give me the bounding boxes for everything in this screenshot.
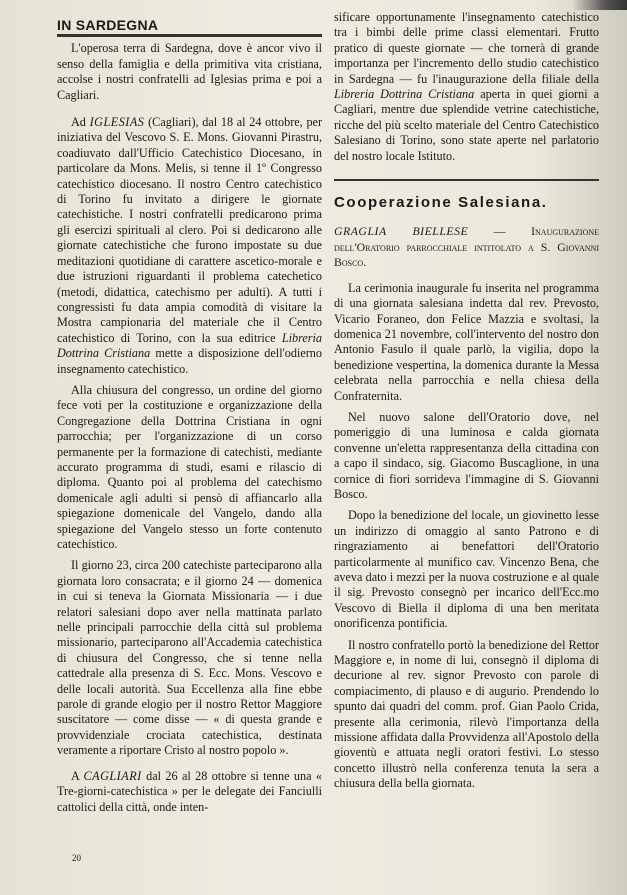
right-column xyxy=(334,0,599,798)
continuation-end: aperta in quei giorni a Cagliari, mentre due splendide vetrine catechistiche, ricche del più scelto materiale del Centro Catechistico Salesiano di Torino, sono state aperte nel parlatorio del nostro locale Istituto. xyxy=(334,87,600,163)
cagliari-place: CAGLIARI xyxy=(83,768,142,783)
cagliari-prefix: A xyxy=(71,768,80,783)
continuation-italic: Libreria Dottrina Cristiana xyxy=(334,87,475,102)
intro-paragraph: L'operosa terra di Sardegna, dove è ancor vivo il senso della famiglia e della primitiva vita cristiana, accolse i nostri confratelli ad Iglesias prima e poi a Cagliari. xyxy=(57,41,322,102)
graglia-title: Inaugurazione dell'Oratorio parrocchiale intitolato a S. Giovanni Bosco. xyxy=(334,224,600,270)
iglesias-prefix: Ad xyxy=(71,115,86,130)
graglia-paragraph-1: La cerimonia inaugurale fu inserita nel programma di una giornata salesiana indetta dal rev. Prevosto, Vicario Foraneo, don Felice Mazzia e svoltasi, la domenica 21 novembre, coll'intervento del nostro don Antonio Fasulo il quale parlò, la vigilia, dopo la benedizione vespertina, la domenica durante la Messa celebrata nella parrocchia e nella chiesa della Confraternita. xyxy=(334,280,599,403)
graglia-place: GRAGLIA BIELLESE xyxy=(334,224,469,239)
left-column xyxy=(57,0,322,821)
graglia-paragraph-2: Nel nuovo salone dell'Oratorio dove, nel pomeriggio di una luminosa e calda giornata convenne un'eletta rappresentanza della cittadina con a capo il sindaco, sig. Giacomo Buscaglione, in una cornice di fiori sorrideva l'immagine di S. Giovanni Bosco. xyxy=(334,409,599,501)
cagliari-paragraph xyxy=(57,769,322,815)
cagliari-text: dal 26 al 28 ottobre si tenne una « Tre-giorni-catechistica » per le delegate dei Fanciulli cattolici della città, onde inten- xyxy=(57,768,322,814)
graglia-subheading xyxy=(334,224,599,270)
iglesias-paragraph xyxy=(57,115,322,377)
continuation-paragraph xyxy=(334,10,599,164)
iglesias-end: mette a disposizione dell'odierno insegnamento catechistico. xyxy=(57,346,322,376)
closing-paragraph: Alla chiusura del congresso, un ordine del giorno fece voti per la costituzione e organizzazione della Congregazione della Dottrina Cristiana in ogni parrocchia; per l'organizzazione di un corso permanente per la formazione di catechisti, mediante accurato programma di studi, esami e rilascio di diploma. Quanto poi al problema del catechismo domenicale agli adulti si pensò di affiancarlo alla spiegazione domenicale del Vangelo, dando alla spiegazione del Vangelo stesso un forte contenuto catechistico. xyxy=(57,382,322,551)
day23-paragraph: Il giorno 23, circa 200 catechiste parteciparono alla giornata loro consacrata; e il giorno 24 — domenica in cui si teneva la Giornata Missionaria — i due relatori salesiani dopo aver nella mattinata parlato nelle principali parrocchie della città sul problema missionario, parteciparono all'Accademia catechistica di chiusura del Congresso, che si tenne nella cattedrale alla presenza di S. Ecc. Mons. Vescovo e delle locali autorità. Sua Eccellenza alla fine ebbe parole di grande elogio per il nostro Rettor Maggiore suscitatore — come disse — « di questa grande e provvidenziale crociata catechistica, destinata veramente a riportare Cristo al nostro popolo ». xyxy=(57,558,322,758)
iglesias-text: (Cagliari), dal 18 al 24 ottobre, per iniziativa del Vescovo S. E. Mons. Giovanni Pirastru, coadiuvato dall'Ufficio Catechistico Diocesano, in particolare da Mons. Melis, si tenne il 1º Congresso catechistico diocesano. Il nostro Centro catechistico di Torino fu invitato a dirigere le giornate catechistiche. I nostri confratelli predicarono prima gli esercizi spirituali al clero. Poi si dedicarono alle giornate catechistiche che furono impostate su due meditazioni quotidiane di carattere ascetico-morale e due istruzioni riguardanti il problema catechetico (metodi, didattica, catechismo per adulti). A tutti i congressisti fu data ampia comodità di visitare la Mostra campionaria del materiale che il Centro catechistico di Torino, con la sua editrice xyxy=(57,115,323,345)
page-number: 20 xyxy=(72,853,81,863)
section-heading-sardegna: IN SARDEGNA xyxy=(57,18,322,37)
iglesias-place: IGLESIAS xyxy=(89,115,145,130)
cooperazione-heading: Cooperazione Salesiana. xyxy=(334,194,548,212)
section-divider xyxy=(334,179,599,181)
graglia-paragraph-3: Dopo la benedizione del locale, un giovinetto lesse un indirizzo di omaggio al santo Patrono e di ringraziamento ai benefattori dell'Oratorio particolarmente al munifico cav. Vincenzo Bena, che aveva dato i mezzi per la nuova costruzione e al quale il sig. Prevosto consegnò per incarico dell'Ecc.mo Vescovo di Biella il diploma di una ben meritata onorificenza pontificia. xyxy=(334,508,599,631)
graglia-paragraph-4: Il nostro confratello portò la benedizione del Rettor Maggiore e, in nome di lui, consegnò il diploma di decurione al rev. signor Prevosto con parole di compiacimento, di plauso e di augurio. Prendendo lo spunto dai quadri del comm. prof. Gian Paolo Crida, presente alla cerimonia, rilevò l'importanza della missione affidata dalla Provvidenza all'Apostolo della gioventù e attuata negli oratori festivi. Lo stesso concetto illustrò nella conferenza tenuta la sera a chiusura della bella giornata. xyxy=(334,637,599,791)
graglia-dash: — xyxy=(493,224,506,239)
continuation-text: sificare opportunamente l'insegnamento catechistico tra i bimbi delle prime classi elementari. Frutto pratico di queste giornate — che tornerà di grande importanza per l'incremento dello studio catechistico in Sardegna — fu l'inaugurazione della filiale della xyxy=(334,10,599,86)
iglesias-editrice: Libreria Dottrina Cristiana xyxy=(57,330,323,361)
